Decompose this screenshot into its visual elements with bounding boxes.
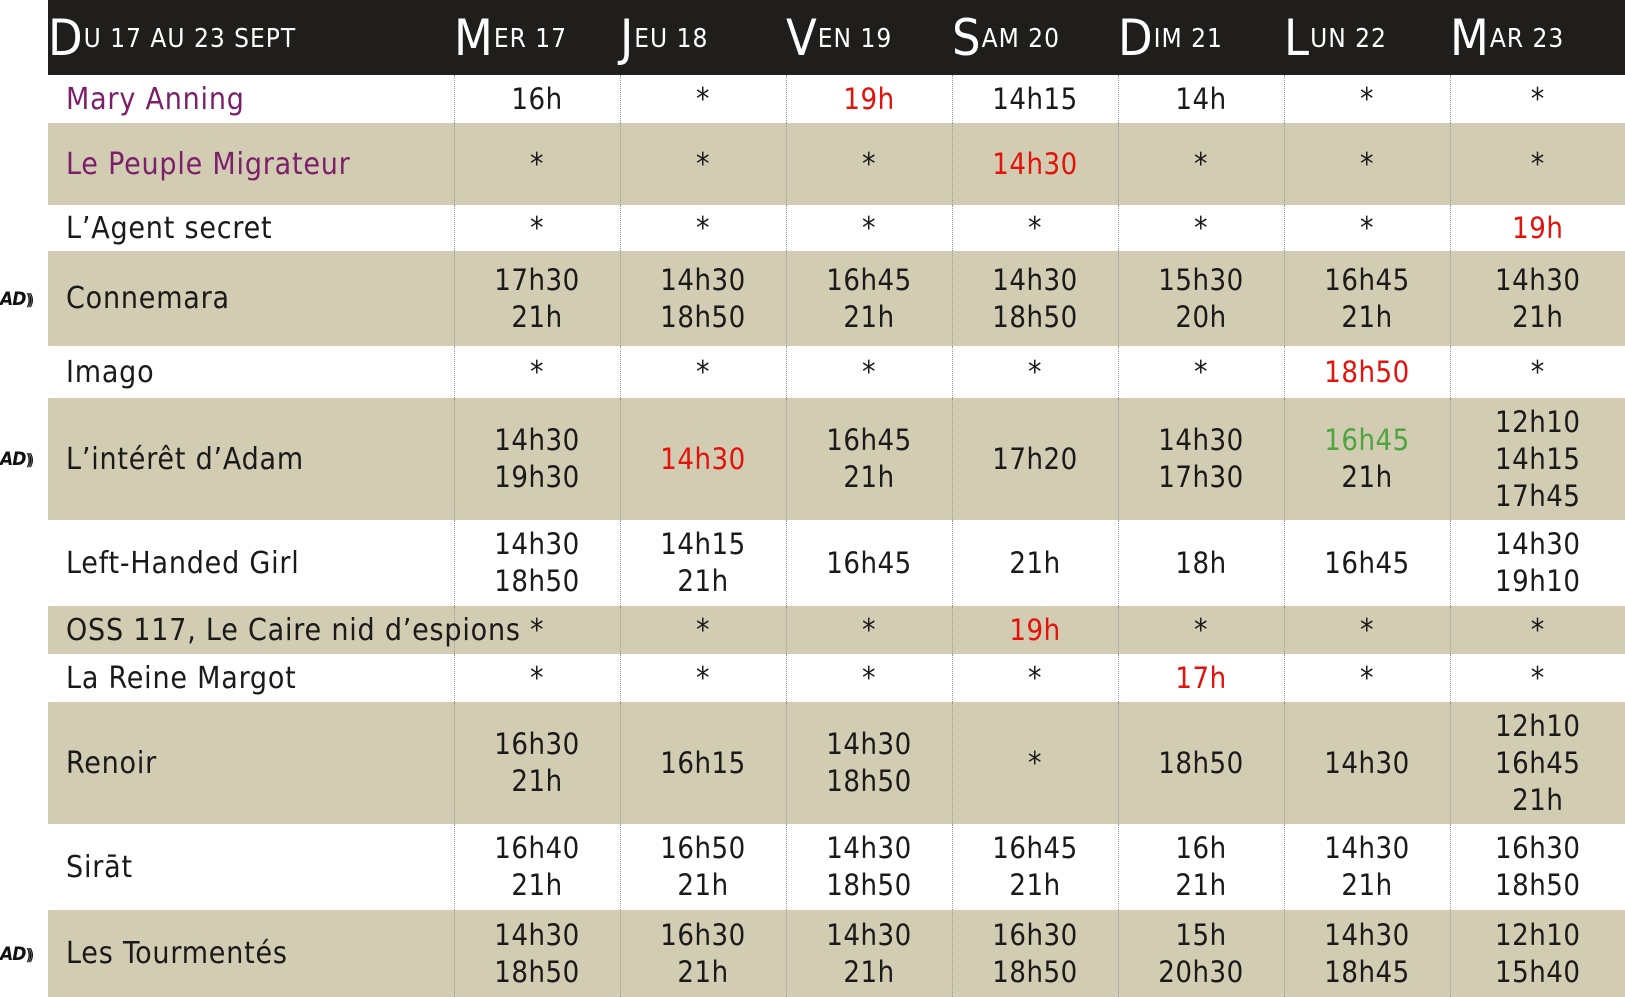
film-title: L’Agent secret bbox=[66, 210, 273, 246]
showtime: 15h30 bbox=[1158, 262, 1244, 297]
showtime: 18h50 bbox=[1324, 354, 1410, 389]
showtime: 19h bbox=[1009, 612, 1061, 647]
film-title: Renoir bbox=[66, 745, 158, 781]
no-showing-mark: * bbox=[862, 612, 876, 648]
no-showing-mark: * bbox=[1194, 354, 1208, 390]
showtime-cell bbox=[1450, 702, 1625, 824]
showtime: 18h50 bbox=[826, 868, 912, 902]
showtime: 18h45 bbox=[1324, 954, 1410, 989]
showtime: 17h45 bbox=[1495, 478, 1581, 513]
showtime: 16h45 bbox=[826, 423, 912, 457]
no-showing-mark: * bbox=[696, 612, 710, 648]
showtime-cell bbox=[620, 824, 786, 910]
showtime: 14h15 bbox=[1495, 441, 1581, 476]
showtime: 21h bbox=[677, 564, 729, 598]
showtime: 16h45 bbox=[992, 831, 1078, 865]
showtime: 14h30 bbox=[992, 146, 1078, 181]
showtime-cell bbox=[1450, 251, 1625, 346]
showtime-cell bbox=[1118, 251, 1284, 346]
period-header-initial: D bbox=[48, 8, 84, 67]
day-header: SAM 20 bbox=[952, 8, 1060, 67]
showtime: 18h50 bbox=[660, 299, 746, 334]
showtime: 16h45 bbox=[826, 545, 912, 580]
showtime: 19h bbox=[1512, 210, 1564, 245]
showtime-cell bbox=[620, 398, 786, 520]
showtime-cell bbox=[454, 702, 620, 824]
showtime: 14h30 bbox=[992, 262, 1078, 297]
showtime-cell bbox=[1118, 654, 1284, 702]
showtime-cell bbox=[620, 702, 786, 824]
no-showing-mark: * bbox=[696, 660, 710, 696]
no-showing-mark: * bbox=[696, 146, 710, 182]
showtime: 16h45 bbox=[1495, 745, 1581, 780]
day-header: MER 17 bbox=[454, 8, 568, 67]
film-row bbox=[48, 75, 1625, 123]
showtime-cell bbox=[1284, 520, 1450, 606]
showtime: 21h bbox=[1009, 545, 1061, 580]
showtime-cell bbox=[1284, 910, 1450, 997]
showtime-cell bbox=[1284, 398, 1450, 520]
no-showing-mark: * bbox=[1530, 354, 1545, 390]
showtime-cell bbox=[620, 520, 786, 606]
showtime: 21h bbox=[1341, 460, 1393, 494]
no-showing-mark: * bbox=[1530, 81, 1545, 117]
day-header: DIM 21 bbox=[1118, 8, 1223, 67]
showtime: 16h45 bbox=[1324, 545, 1410, 580]
showtime-cell bbox=[952, 251, 1118, 346]
no-showing-mark: * bbox=[1530, 146, 1545, 182]
showtime-cell bbox=[620, 75, 786, 123]
showtime-cell bbox=[1284, 205, 1450, 251]
no-showing-mark: * bbox=[696, 81, 710, 117]
showtime: 18h50 bbox=[992, 954, 1078, 989]
no-showing-mark: * bbox=[1360, 612, 1374, 648]
day-header: VEN 19 bbox=[786, 8, 893, 67]
header-row bbox=[48, 0, 1625, 75]
showtime: 18h bbox=[1175, 545, 1227, 580]
showtime: 21h bbox=[511, 299, 563, 334]
showtime: 21h bbox=[1341, 299, 1393, 334]
no-showing-mark: * bbox=[1194, 210, 1208, 246]
showtime-cell bbox=[454, 824, 620, 910]
film-title: L’intérêt d’Adam bbox=[66, 441, 304, 477]
showtime: 21h bbox=[677, 954, 729, 989]
showtime-cell bbox=[620, 654, 786, 702]
showtime: 16h bbox=[1175, 831, 1227, 865]
showtime: 21h bbox=[1341, 868, 1393, 902]
showtime-cell bbox=[454, 346, 620, 398]
showtime-cell bbox=[786, 520, 952, 606]
showtime-cell bbox=[454, 251, 620, 346]
showtime-cell bbox=[952, 205, 1118, 251]
showtime-cell bbox=[952, 606, 1118, 654]
showtime-cell bbox=[786, 606, 952, 654]
no-showing-mark: * bbox=[1530, 612, 1545, 648]
film-title: Mary Anning bbox=[66, 81, 245, 117]
showtime: 16h45 bbox=[826, 262, 912, 297]
film-title: Sirāt bbox=[66, 849, 133, 885]
film-title: La Reine Margot bbox=[66, 660, 297, 696]
showtime-cell bbox=[952, 910, 1118, 997]
showtime-cell bbox=[1450, 520, 1625, 606]
showtime: 12h10 bbox=[1495, 708, 1581, 743]
showtime-cell bbox=[952, 520, 1118, 606]
film-row bbox=[48, 702, 1625, 824]
showtime: 15h40 bbox=[1495, 954, 1581, 989]
showtime: 14h15 bbox=[660, 527, 746, 561]
showtime-cell bbox=[1450, 398, 1625, 520]
no-showing-mark: * bbox=[1194, 146, 1208, 182]
showtime-cell bbox=[952, 398, 1118, 520]
showtime: 12h10 bbox=[1495, 917, 1581, 952]
showtime-cell bbox=[786, 346, 952, 398]
showtime-cell bbox=[454, 520, 620, 606]
showtime-cell bbox=[1284, 654, 1450, 702]
showtime: 18h50 bbox=[1158, 745, 1244, 780]
showtime: 21h bbox=[1009, 868, 1061, 902]
showtime-cell bbox=[1118, 123, 1284, 205]
showtime: 15h bbox=[1175, 917, 1227, 952]
showtime-cell bbox=[620, 910, 786, 997]
showtime: 14h30 bbox=[494, 917, 580, 952]
showtime: 21h bbox=[511, 868, 563, 902]
showtime: 14h30 bbox=[660, 262, 746, 297]
film-row bbox=[48, 910, 1625, 997]
showtime: 14h30 bbox=[494, 423, 580, 457]
showtime-cell bbox=[952, 654, 1118, 702]
no-showing-mark: * bbox=[530, 146, 544, 182]
showtime: 14h30 bbox=[660, 441, 746, 476]
showtime: 14h30 bbox=[826, 727, 912, 761]
showtime-cell bbox=[1284, 702, 1450, 824]
day-header: LUN 22 bbox=[1284, 8, 1387, 67]
showtime: 16h15 bbox=[660, 745, 746, 780]
showtime-cell bbox=[786, 398, 952, 520]
no-showing-mark: * bbox=[696, 210, 710, 246]
showtime: 16h30 bbox=[660, 917, 746, 952]
showtime-cell bbox=[786, 654, 952, 702]
showtime-cell bbox=[786, 824, 952, 910]
showtime-cell bbox=[1450, 123, 1625, 205]
showtime-cell bbox=[952, 824, 1118, 910]
film-title: Left-Handed Girl bbox=[66, 545, 300, 581]
showtime-cell bbox=[620, 606, 786, 654]
showtime-cell bbox=[454, 123, 620, 205]
showtime: 14h bbox=[1175, 81, 1227, 116]
showtime-cell bbox=[1284, 75, 1450, 123]
showtime: 16h40 bbox=[494, 831, 580, 865]
showtime: 21h bbox=[677, 868, 729, 902]
showtime: 21h bbox=[843, 460, 895, 494]
showtime-cell bbox=[1284, 606, 1450, 654]
film-rows bbox=[48, 75, 1625, 997]
schedule-table bbox=[48, 0, 1625, 997]
showtime-cell bbox=[1118, 606, 1284, 654]
showtime-cell bbox=[1284, 123, 1450, 205]
showtime: 21h bbox=[1175, 868, 1227, 902]
showtime: 20h bbox=[1175, 299, 1227, 334]
showtime-cell bbox=[952, 123, 1118, 205]
showtime-cell bbox=[620, 251, 786, 346]
audio-description-icon: AD))) bbox=[0, 287, 31, 310]
showtime-cell bbox=[454, 910, 620, 997]
showtime: 14h30 bbox=[1495, 262, 1581, 297]
showtime-cell bbox=[952, 75, 1118, 123]
showtime-cell bbox=[1450, 346, 1625, 398]
showtime-cell bbox=[620, 205, 786, 251]
showtime-cell bbox=[786, 702, 952, 824]
showtime-cell bbox=[454, 398, 620, 520]
showtime: 18h50 bbox=[494, 564, 580, 598]
showtime: 20h30 bbox=[1158, 954, 1244, 989]
no-showing-mark: * bbox=[1028, 660, 1042, 696]
film-title: Connemara bbox=[66, 281, 230, 316]
showtime-cell bbox=[1450, 205, 1625, 251]
showtime-cell bbox=[620, 346, 786, 398]
showtime-cell bbox=[786, 75, 952, 123]
showtime-cell bbox=[454, 205, 620, 251]
film-row bbox=[48, 251, 1625, 346]
showtime-cell bbox=[952, 346, 1118, 398]
showtime: 14h30 bbox=[1324, 745, 1410, 780]
no-showing-mark: * bbox=[530, 354, 544, 390]
day-header: JEU 18 bbox=[620, 8, 709, 67]
film-row bbox=[48, 520, 1625, 606]
no-showing-mark: * bbox=[1360, 146, 1374, 182]
showtime: 16h50 bbox=[660, 831, 746, 865]
showtime: 17h30 bbox=[1158, 460, 1244, 494]
showtime-cell bbox=[1284, 824, 1450, 910]
no-showing-mark: * bbox=[862, 146, 876, 182]
film-row bbox=[48, 824, 1625, 910]
audio-description-icon: AD))) bbox=[0, 448, 31, 470]
no-showing-mark: * bbox=[696, 354, 710, 390]
no-showing-mark: * bbox=[1028, 354, 1042, 390]
showtime: 12h10 bbox=[1495, 404, 1581, 439]
film-row bbox=[48, 398, 1625, 520]
period-header-rest: U 17 AU 23 SEPT bbox=[83, 23, 297, 54]
no-showing-mark: * bbox=[1530, 660, 1545, 696]
showtime: 17h30 bbox=[494, 262, 580, 297]
showtime-cell bbox=[1450, 75, 1625, 123]
showtime: 17h bbox=[1175, 660, 1227, 695]
showtime: 16h30 bbox=[494, 727, 580, 761]
film-row bbox=[48, 654, 1625, 702]
no-showing-mark: * bbox=[530, 660, 544, 696]
showtime: 18h50 bbox=[1495, 868, 1581, 902]
showtime: 16h bbox=[511, 81, 563, 116]
showtime: 17h20 bbox=[992, 441, 1078, 476]
showtime-cell bbox=[1284, 251, 1450, 346]
film-row bbox=[48, 205, 1625, 251]
showtime-cell bbox=[1118, 910, 1284, 997]
film-title: Imago bbox=[66, 354, 155, 390]
showtime: 19h bbox=[843, 81, 895, 116]
showtime: 21h bbox=[511, 764, 563, 798]
showtime-cell bbox=[1450, 606, 1625, 654]
showtime: 18h50 bbox=[494, 954, 580, 989]
showtime: 18h50 bbox=[992, 299, 1078, 334]
period-header bbox=[48, 0, 454, 75]
showtime: 21h bbox=[843, 954, 895, 989]
showtime: 16h30 bbox=[1495, 831, 1581, 865]
film-title: OSS 117, Le Caire nid d’espions bbox=[66, 612, 521, 648]
no-showing-mark: * bbox=[530, 210, 544, 246]
showtime-cell bbox=[786, 123, 952, 205]
showtime-cell bbox=[1450, 654, 1625, 702]
showtime-cell bbox=[1284, 346, 1450, 398]
showtime: 21h bbox=[843, 299, 895, 334]
no-showing-mark: * bbox=[530, 612, 544, 648]
film-title: Le Peuple Migrateur bbox=[66, 146, 351, 182]
showtime-cell bbox=[620, 123, 786, 205]
no-showing-mark: * bbox=[862, 210, 876, 246]
showtime: 18h50 bbox=[826, 764, 912, 798]
film-row bbox=[48, 606, 1625, 654]
showtime-cell bbox=[1118, 520, 1284, 606]
showtime: 14h30 bbox=[1324, 917, 1410, 952]
showtime-cell bbox=[1118, 702, 1284, 824]
day-header: MAR 23 bbox=[1450, 8, 1565, 67]
showtime: 21h bbox=[1512, 299, 1564, 334]
no-showing-mark: * bbox=[1028, 210, 1042, 246]
showtime-cell bbox=[454, 654, 620, 702]
showtime: 16h45 bbox=[1324, 423, 1410, 457]
showtime: 14h30 bbox=[826, 831, 912, 865]
showtime-cell bbox=[1118, 75, 1284, 123]
showtime-cell bbox=[1118, 824, 1284, 910]
showtime-cell bbox=[786, 910, 952, 997]
no-showing-mark: * bbox=[862, 354, 876, 390]
no-showing-mark: * bbox=[1360, 81, 1374, 117]
showtime: 14h30 bbox=[1158, 423, 1244, 457]
showtime-cell bbox=[786, 251, 952, 346]
showtime-cell bbox=[1450, 910, 1625, 997]
showtime: 19h10 bbox=[1495, 564, 1581, 598]
showtime: 16h30 bbox=[992, 917, 1078, 952]
showtime: 21h bbox=[1512, 782, 1564, 817]
film-row bbox=[48, 346, 1625, 398]
showtime: 14h30 bbox=[826, 917, 912, 952]
showtime-cell bbox=[1118, 346, 1284, 398]
showtime-cell bbox=[1450, 824, 1625, 910]
showtime: 14h30 bbox=[1324, 831, 1410, 865]
film-row bbox=[48, 123, 1625, 205]
no-showing-mark: * bbox=[1360, 660, 1374, 696]
showtime-cell bbox=[1118, 398, 1284, 520]
no-showing-mark: * bbox=[1028, 745, 1042, 781]
film-title: Les Tourmentés bbox=[66, 936, 288, 971]
showtime: 16h45 bbox=[1324, 262, 1410, 297]
showtime-cell bbox=[786, 205, 952, 251]
audio-description-icon: AD))) bbox=[0, 942, 31, 965]
no-showing-mark: * bbox=[1360, 210, 1374, 246]
showtime: 14h15 bbox=[992, 81, 1078, 116]
showtime: 14h30 bbox=[494, 527, 580, 561]
showtime: 14h30 bbox=[1495, 527, 1581, 561]
no-showing-mark: * bbox=[1194, 612, 1208, 648]
no-showing-mark: * bbox=[862, 660, 876, 696]
showtime: 19h30 bbox=[494, 460, 580, 494]
showtime-cell bbox=[454, 75, 620, 123]
showtime-cell bbox=[1118, 205, 1284, 251]
showtime-cell bbox=[952, 702, 1118, 824]
